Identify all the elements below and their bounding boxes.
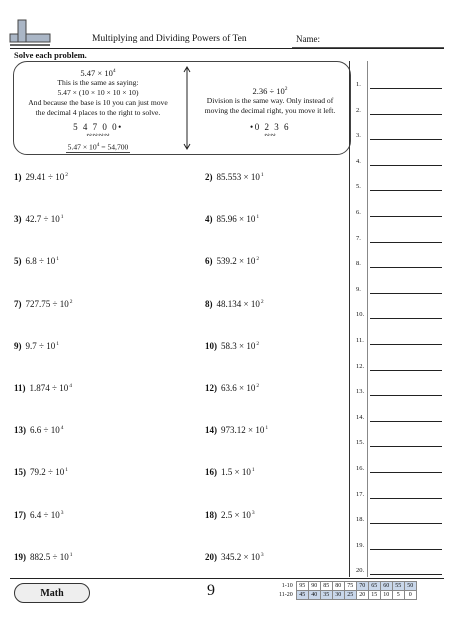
example-result: $5.47 \times 10^4 = 54,700$ — [67, 141, 129, 152]
answer-line[interactable] — [370, 446, 442, 447]
answer-line[interactable] — [370, 370, 442, 371]
problem-number: 20) — [205, 551, 217, 562]
answer-number: 8. — [356, 260, 361, 268]
problem-item — [205, 383, 259, 393]
score-cell: 10 — [380, 591, 392, 600]
problem-expression: 882.5 ÷ 10 — [30, 551, 69, 562]
answer-number: 1. — [356, 81, 361, 88]
score-row-label: 11-20 — [279, 592, 293, 598]
example-line: This is the same as saying: — [57, 77, 139, 87]
problem-item — [205, 552, 264, 562]
problem-item — [14, 383, 72, 393]
problem-item — [14, 299, 72, 309]
problem-item — [14, 467, 68, 477]
score-cell: 5 — [392, 591, 404, 600]
score-cell: 55 — [392, 582, 404, 591]
problem-exponent: 3 — [60, 509, 64, 516]
answer-line[interactable] — [370, 114, 442, 115]
example-line: moving the decimal right, you move it left. — [204, 105, 336, 115]
problem-expression: 2.5 × 10 — [221, 509, 251, 520]
score-cell: 90 — [308, 582, 320, 591]
example-line: And because the base is 10 you can just move — [28, 97, 168, 107]
answer-line[interactable] — [370, 421, 442, 422]
score-table — [278, 581, 417, 600]
answer-line[interactable] — [370, 523, 442, 524]
score-cell: 35 — [320, 591, 332, 600]
answer-number: 16. — [356, 465, 365, 472]
problem-item — [14, 256, 59, 266]
problem-exponent: 1 — [69, 551, 73, 558]
score-cell: 80 — [332, 582, 344, 591]
problem-number: 19) — [14, 551, 26, 562]
example-line: Division is the same way. Only instead of — [206, 95, 334, 105]
problem-exponent: 2 — [256, 383, 260, 389]
score-cell: 25 — [344, 591, 356, 600]
problem-exponent: 1 — [260, 172, 264, 178]
problem-item — [14, 510, 63, 520]
example-divide — [194, 84, 346, 138]
answer-line[interactable] — [370, 242, 442, 243]
problem-exponent: 3 — [260, 551, 264, 558]
page-number: 9 — [207, 582, 215, 599]
problem-item — [14, 552, 72, 562]
answer-number: 14. — [356, 413, 365, 421]
score-cell: 40 — [308, 591, 320, 600]
problem-exponent: 2 — [256, 256, 260, 263]
problem-item — [205, 341, 259, 351]
problem-item — [14, 425, 63, 435]
problem-expression: 63.6 × 10 — [221, 383, 256, 393]
example-divider-arrow-icon — [182, 66, 192, 150]
problem-number: 17) — [14, 509, 26, 520]
problem-exponent: 2 — [260, 298, 264, 305]
score-cell: 85 — [320, 582, 332, 591]
answer-number: 7. — [356, 234, 361, 242]
problem-number: 12) — [205, 383, 217, 393]
example-line: the decimal 4 places to the right to solve. — [35, 107, 161, 117]
score-cell: 20 — [356, 591, 368, 600]
page-title: Multiplying and Dividing Powers of Ten — [92, 34, 247, 44]
answer-line[interactable] — [370, 267, 442, 268]
instruction-text: Solve each problem. — [14, 50, 87, 60]
score-cell: 15 — [368, 591, 380, 600]
problem-expression: 973.12 × 10 — [221, 425, 265, 436]
problem-number: 3) — [14, 214, 22, 225]
score-row-label: 1-10 — [281, 583, 293, 589]
score-cell: 75 — [344, 582, 356, 591]
answer-number: 12. — [356, 362, 365, 370]
answer-line[interactable] — [370, 472, 442, 473]
problem-item — [205, 172, 264, 182]
problem-expression: 79.2 ÷ 10 — [30, 467, 65, 478]
problem-item — [205, 425, 268, 435]
problem-exponent: 1 — [56, 340, 59, 347]
answer-number: 5. — [356, 183, 361, 191]
score-cell: 70 — [356, 582, 368, 591]
problem-item — [205, 256, 259, 266]
problem-number: 10) — [205, 340, 217, 351]
problem-number: 9) — [14, 340, 22, 351]
problem-expression: 6.8 ÷ 10 — [25, 256, 56, 267]
problem-number: 8) — [205, 298, 213, 309]
problem-expression: 42.7 ÷ 10 — [25, 214, 60, 225]
problem-number: 14) — [205, 425, 217, 436]
problem-expression: 6.4 ÷ 10 — [30, 509, 60, 520]
example-digits: 5 4 7 0 0• — [73, 121, 123, 132]
answer-number: 9. — [356, 285, 361, 293]
problem-exponent: 2 — [65, 172, 68, 178]
example-multiply-expression: $5.47 \times 10^4$ — [80, 67, 116, 78]
problem-number: 2) — [205, 172, 213, 182]
problem-exponent: 1 — [56, 256, 59, 263]
problem-exponent: 1 — [65, 467, 68, 474]
problem-number: 5) — [14, 256, 22, 267]
problem-exponent: 3 — [251, 509, 255, 516]
problem-number: 1) — [14, 172, 22, 182]
name-label: Name: — [296, 34, 320, 44]
problem-expression: 6.6 ÷ 10 — [30, 425, 60, 436]
problem-item — [14, 341, 59, 351]
problem-number: 16) — [205, 467, 217, 478]
answer-line[interactable] — [370, 190, 442, 191]
problem-number: 15) — [14, 467, 26, 478]
problem-item — [14, 214, 63, 224]
answer-line[interactable] — [370, 549, 442, 550]
answer-line[interactable] — [370, 165, 442, 166]
problem-expression: 345.2 × 10 — [221, 551, 260, 562]
decimal-move-arrows-icon: ∾∾∾∾ — [86, 130, 110, 139]
answer-number: 10. — [356, 311, 365, 319]
problem-expression: 29.41 ÷ 10 — [25, 172, 65, 182]
answer-column-divider — [349, 61, 350, 577]
problem-exponent: 2 — [256, 340, 260, 347]
problem-item — [14, 172, 68, 182]
answer-number: 15. — [356, 439, 365, 447]
problem-item — [205, 467, 255, 477]
problem-number: 18) — [205, 509, 217, 520]
problem-expression: 48.134 × 10 — [216, 298, 260, 309]
problem-number: 7) — [14, 298, 22, 309]
score-cell: 45 — [296, 591, 308, 600]
score-cell: 65 — [368, 582, 380, 591]
problem-expression: 1.5 × 10 — [221, 467, 251, 478]
problem-expression: 85.96 × 10 — [216, 214, 256, 225]
answer-line[interactable] — [370, 344, 442, 345]
problem-number: 13) — [14, 425, 26, 436]
answer-line[interactable] — [370, 574, 442, 575]
answer-number: 11. — [356, 337, 364, 344]
problem-exponent: 1 — [256, 214, 260, 221]
problem-item — [205, 299, 264, 309]
answer-number: 17. — [356, 490, 365, 498]
answer-line[interactable] — [370, 318, 442, 319]
problem-expression: 9.7 ÷ 10 — [25, 340, 56, 351]
problem-number: 11) — [14, 383, 26, 393]
answer-number: 4. — [356, 157, 361, 165]
problem-expression: 85.553 × 10 — [216, 172, 260, 182]
example-divide-expression: $2.36 \div 10^2$ — [252, 85, 288, 96]
problem-expression: 539.2 × 10 — [216, 256, 256, 267]
subject-badge: Math — [14, 583, 90, 603]
problem-expression: 727.75 ÷ 10 — [25, 298, 69, 309]
decimal-move-arrows-icon: ∾∾ — [264, 130, 276, 139]
example-box — [13, 61, 351, 155]
answer-line[interactable] — [370, 395, 442, 396]
problem-number: 4) — [205, 214, 213, 225]
answer-number: 2. — [356, 106, 361, 114]
problem-exponent: 4 — [60, 425, 64, 432]
answer-number: 20. — [356, 567, 365, 575]
problem-exponent: 2 — [69, 298, 73, 305]
problem-exponent: 1 — [265, 425, 269, 432]
answer-line[interactable] — [370, 498, 442, 499]
answer-number: 18. — [356, 516, 365, 524]
score-cell: 95 — [296, 582, 308, 591]
example-line: 5.47 × (10 × 10 × 10 × 10) — [57, 87, 139, 97]
problem-expression: 58.3 × 10 — [221, 340, 256, 351]
problem-exponent: 4 — [69, 383, 72, 389]
answer-number: 6. — [356, 209, 361, 216]
example-digits: •0 2 3 6 — [250, 121, 290, 132]
score-cell: 60 — [380, 582, 392, 591]
header-divider — [10, 48, 444, 49]
answer-line[interactable] — [370, 216, 442, 217]
math-logo-icon — [8, 18, 52, 48]
answer-line[interactable] — [370, 293, 442, 294]
problem-exponent: 1 — [60, 214, 64, 221]
problem-item — [205, 510, 255, 520]
problem-expression: 1.874 ÷ 10 — [29, 383, 69, 393]
answer-column-inner-divider — [367, 61, 368, 577]
answer-line[interactable] — [370, 139, 442, 140]
problem-number: 6) — [205, 256, 213, 267]
footer — [10, 578, 444, 607]
score-cell: 30 — [332, 591, 344, 600]
score-cell: 0 — [404, 591, 416, 600]
answer-number: 19. — [356, 541, 365, 549]
answer-number: 13. — [356, 388, 365, 396]
answer-number: 3. — [356, 132, 361, 140]
example-multiply — [18, 66, 178, 153]
problem-exponent: 1 — [251, 467, 255, 474]
score-cell: 50 — [404, 582, 416, 591]
answer-line[interactable] — [370, 88, 442, 89]
problem-item — [205, 214, 259, 224]
